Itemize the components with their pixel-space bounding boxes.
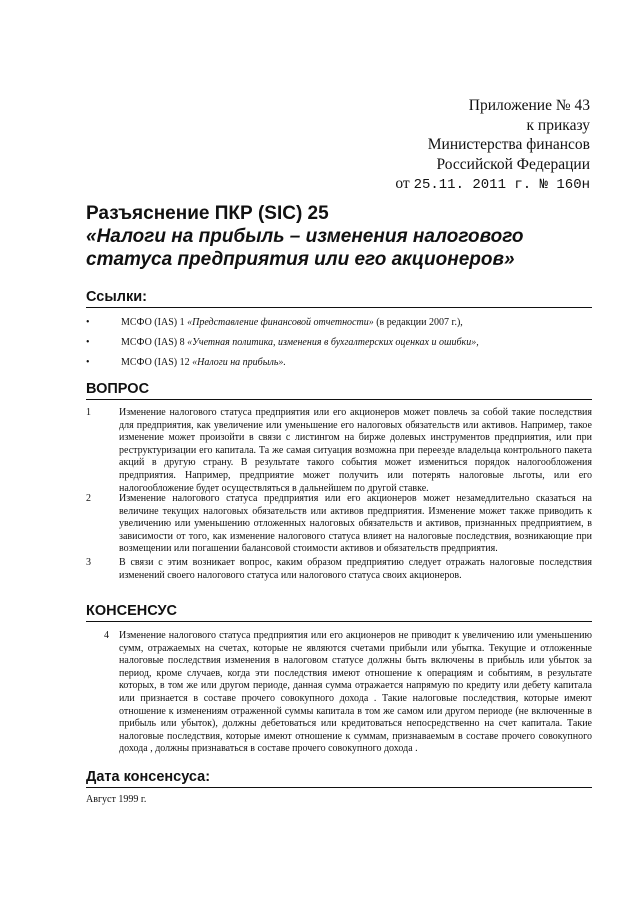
paragraph-text: Изменение налогового статуса предприятия или его акционеров может незамедлительно сказаться на величине текущих налоговых обязательств или активов предприятия. Изменение может также приводить к увеличению или уменьшению отложенных налоговых обязательств и активов, признанных предприятием, в зависимости от того, как изменение налогового статуса влияет на налоговые последствия, возникающие при возмещении или погашении балансовой стоимости активов и обязательств предприятия. — [119, 493, 592, 555]
ministry-name: Министерства финансов — [427, 136, 590, 153]
reference-item: • МСФО (IAS) 8 «Учетная политика, изменения в бухгалтерских оценках и ошибки», — [86, 333, 592, 353]
consensus-date-section — [86, 769, 592, 788]
consensus-date-value: Август 1999 г. — [86, 794, 147, 805]
header-block — [290, 96, 590, 196]
reference-item: • МСФО (IAS) 12 «Налоги на прибыль». — [86, 353, 592, 373]
references-list — [86, 313, 592, 373]
paragraph-2 — [86, 493, 592, 556]
paragraph-text: В связи с этим возникает вопрос, каким образом предприятию следует отражать налоговые последствия изменений своего налогового статуса или налогового статуса своих акционеров. — [119, 557, 592, 581]
references-heading: Ссылки: — [86, 289, 592, 308]
paragraph-number: 2 — [86, 493, 91, 504]
bullet-icon: • — [86, 317, 90, 328]
bullet-icon: • — [86, 357, 90, 368]
paragraph-1 — [86, 407, 592, 495]
order-date-value: 25.11. 2011 г. № 160н — [413, 177, 590, 193]
reference-item: • МСФО (IAS) 1 «Представление финансовой отчетности» (в редакции 2007 г.), — [86, 313, 592, 333]
document-title-code: Разъяснение ПКР (SIC) 25 — [86, 203, 329, 224]
references-section — [86, 289, 592, 308]
bullet-icon: • — [86, 337, 90, 348]
consensus-section — [86, 603, 592, 622]
paragraph-text: Изменение налогового статуса предприятия или его акционеров не приводит к увеличению или уменьшению сумм, отражаемых на счетах, которые не являются счетами прибыли или убытка. Текущие и отложенные налоговые последствия изменения в налоговом статусе должны быть включены в прибыль или убыток за период, кроме случаев, когда эти последствия имеют отношение к операциям и событиям, в результате которых, в том же или другом периоде, данная сумма отражается напрямую по кредиту или дебету капитала или признается в составе прочего совокупного дохода . Такие налоговые последствия, которые имеют отношение к изменениям отраженной суммы капитала в том же самом или другом периоде (не включенные в прибыль или убыток), должны дебетоваться или кредитоваться непосредственно на счет капитала. Такие налоговые последствия, которые имеют отношение к суммам, признаваемым в составе прочего совокупного дохода , должны признаваться в составе прочего совокупного дохода . — [119, 630, 592, 755]
paragraph-number: 4 — [104, 630, 109, 641]
question-section — [86, 381, 592, 400]
paragraph-number: 1 — [86, 407, 91, 418]
country-name: Российской Федерации — [436, 155, 590, 173]
appendix-number: Приложение № 43 — [468, 97, 590, 114]
question-heading: ВОПРОС — [86, 381, 592, 400]
paragraph-3 — [86, 557, 592, 582]
consensus-date-heading: Дата консенсуса: — [86, 769, 592, 788]
document-title — [86, 202, 606, 271]
document-title-subject: «Налоги на прибыль – изменения налогового статуса предприятия или его акционеров» — [86, 226, 524, 270]
order-date — [290, 174, 590, 196]
paragraph-4 — [86, 630, 592, 756]
paragraph-text: Изменение налогового статуса предприятия или его акционеров может повлечь за собой такие последствия для предприятия, как увеличение или уменьшение его налоговых обязательств или активов. Например, такое изменение может произойти в связи с листингом на бирже долевых инструментов предприятия, или при реструктуризации его капитала. Та же самая ситуация возможна при переезде владельца контрольного пакета акций в другую страну. В результате такого события может измениться порядок налогообложения предприятия. Например, предприятие может получить или потерять налоговые льготы, или его налогообложение будет осуществляться в дальнейшем по другой ставке. — [119, 407, 592, 494]
order-date-prefix: от — [395, 175, 410, 192]
consensus-heading: КОНСЕНСУС — [86, 603, 592, 622]
order-reference: к приказу — [526, 116, 590, 134]
paragraph-number: 3 — [86, 557, 91, 568]
